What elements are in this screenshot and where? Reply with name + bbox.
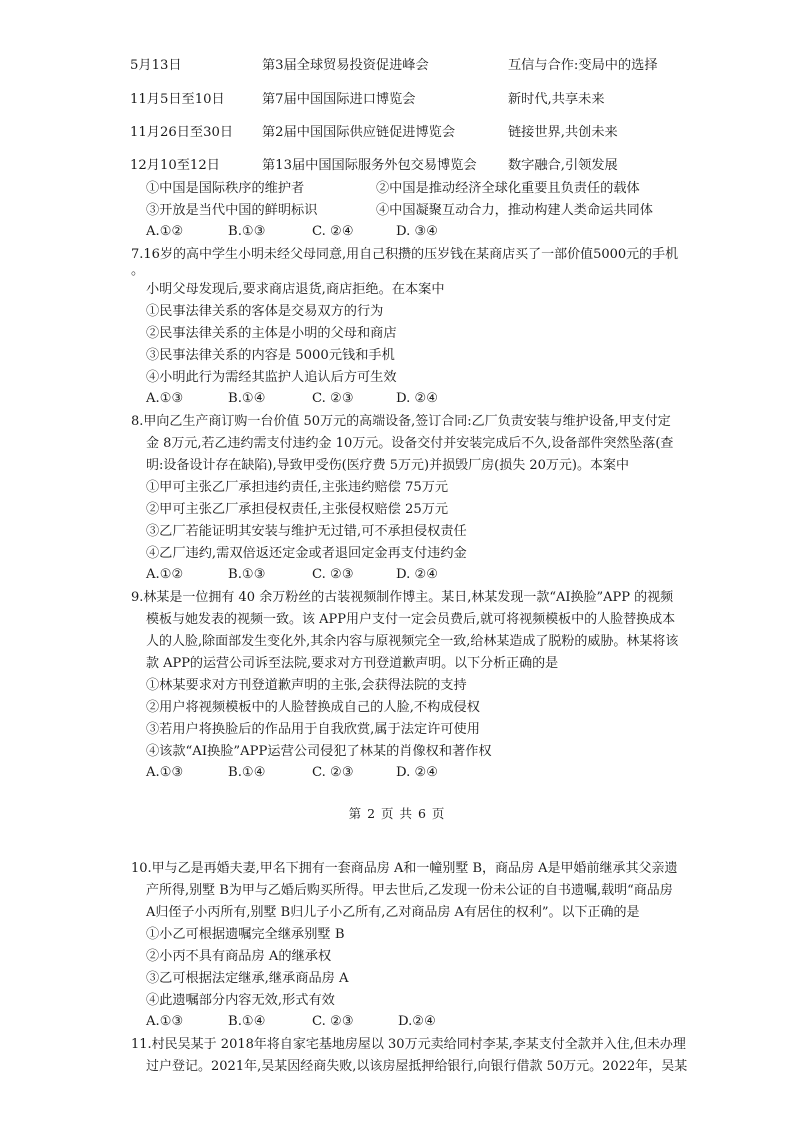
question-text: 8.甲向乙生产商订购一台价值 50万元的高端设备,签订合同:乙厂负责安装与维护设备,甲支付定 bbox=[131, 414, 671, 429]
option-d[interactable]: D. ③④ bbox=[396, 224, 439, 239]
option-d[interactable]: D. ②④ bbox=[396, 765, 439, 780]
option-d[interactable]: D. ②④ bbox=[396, 391, 439, 406]
statement: ①民事法律关系的客体是交易双方的行为 bbox=[146, 304, 384, 319]
statement: ②甲可主张乙厂承担侵权责任,主张侵权赔偿 25万元 bbox=[146, 502, 449, 517]
option-b[interactable]: B.①④ bbox=[228, 391, 266, 406]
statement: ①甲可主张乙厂承担违约责任,主张违约赔偿 75万元 bbox=[146, 480, 449, 495]
event-name: 第13届中国国际服务外包交易博览会 bbox=[262, 158, 477, 173]
option-b[interactable]: B.①③ bbox=[228, 224, 266, 239]
statement: ①中国是国际秩序的维护者 bbox=[146, 181, 305, 196]
option-a[interactable]: A.①③ bbox=[146, 765, 184, 780]
event-name: 第7届中国国际进口博览会 bbox=[262, 92, 416, 107]
option-a[interactable]: A.①③ bbox=[146, 1014, 184, 1029]
option-c[interactable]: C. ②④ bbox=[312, 224, 354, 239]
event-name: 第2届中国国际供应链促进博览会 bbox=[262, 125, 456, 140]
statement: ③民事法律关系的内容是 5000元钱和手机 bbox=[146, 348, 395, 363]
event-date: 12月10至12日 bbox=[130, 158, 220, 173]
event-theme: 链接世界,共创未来 bbox=[508, 125, 618, 140]
option-d[interactable]: D.②④ bbox=[398, 1014, 436, 1029]
statement: ①小乙可根据遗嘱完全继承别墅 B bbox=[146, 927, 345, 942]
statement: ③若用户将换脸后的作品用于自我欣赏,属于法定许可使用 bbox=[146, 722, 480, 737]
question-text: 产所得,别墅 B为甲与乙婚后购买所得。甲去世后,乙发现一份未公证的自书遗嘱,载明“商品房 bbox=[146, 883, 673, 898]
statement: ②民事法律关系的主体是小明的父母和商店 bbox=[146, 326, 397, 341]
question-text: 金 8万元,若乙违约需支付违约金 10万元。设备交付并安装完成后不久,设备部件突然坠落(查 bbox=[146, 436, 674, 451]
event-date: 5月13日 bbox=[130, 58, 182, 73]
event-theme: 数字融合,引领发展 bbox=[508, 158, 618, 173]
statement: ②用户将视频模板中的人脸替换成自己的人脸,不构成侵权 bbox=[146, 700, 480, 715]
question-text: 11.村民吴某于 2018年将自家宅基地房屋以 30万元卖给同村李某,李某支付全款并入住,但未办理 bbox=[131, 1037, 686, 1052]
option-a[interactable]: A.①② bbox=[146, 224, 184, 239]
statement: ④小明此行为需经其监护人追认后方可生效 bbox=[146, 370, 397, 385]
question-text: 明:设备设计存在缺陷),导致甲受伤(医疗费 5万元)并损毁厂房(损失 20万元)。本案中 bbox=[146, 458, 629, 473]
option-c[interactable]: C. ②③ bbox=[312, 765, 354, 780]
option-c[interactable]: C. ②③ bbox=[312, 567, 354, 582]
option-b[interactable]: B.①④ bbox=[228, 1014, 266, 1029]
statement: ③乙可根据法定继承,继承商品房 A bbox=[146, 971, 349, 986]
option-b[interactable]: B.①④ bbox=[228, 765, 266, 780]
option-b[interactable]: B.①③ bbox=[228, 567, 266, 582]
statement: ④乙厂违约,需双倍返还定金或者退回定金再支付违约金 bbox=[146, 546, 467, 561]
event-date: 11月5日至10日 bbox=[130, 92, 225, 107]
event-date: 11月26日至30日 bbox=[130, 125, 234, 140]
statement: ④该款“AI换脸”APP运营公司侵犯了林某的肖像权和著作权 bbox=[146, 744, 492, 759]
option-a[interactable]: A.①③ bbox=[146, 391, 184, 406]
statement: ③乙厂若能证明其安装与维护无过错,可不承担侵权责任 bbox=[146, 524, 467, 539]
statement: ③开放是当代中国的鲜明标识 bbox=[146, 203, 318, 218]
statement: ④中国凝聚互动合力，推动构建人类命运共同体 bbox=[376, 203, 653, 218]
option-c[interactable]: C. ②③ bbox=[312, 1014, 354, 1029]
question-text: 9.林某是一位拥有 40 余万粉丝的古装视频制作博主。某日,林某发现一款“AI换脸”APP 的视频 bbox=[131, 590, 674, 605]
question-text: 小明父母发现后,要求商店退货,商店拒绝。在本案中 bbox=[146, 282, 445, 297]
option-a[interactable]: A.①② bbox=[146, 567, 184, 582]
question-text: 模板与她发表的视频一致。该 APP用户支付一定会员费后,就可将视频模板中的人脸替换成本 bbox=[146, 612, 676, 627]
page-number: 第 2 页 共 6 页 bbox=[348, 806, 446, 821]
question-text: 款 APP的运营公司诉至法院,要求对方刊登道歉声明。以下分析正确的是 bbox=[146, 656, 559, 671]
question-text: 人的人脸,除面部发生变化外,其余内容与原视频完全一致,给林某造成了脱粉的威胁。林某将该 bbox=[146, 634, 679, 649]
statement: ②中国是推动经济全球化重要且负责任的载体 bbox=[376, 181, 640, 196]
event-name: 第3届全球贸易投资促进峰会 bbox=[262, 58, 429, 73]
question-text: 7.16岁的高中学生小明未经父母同意,用自己积攒的压岁钱在某商店买了一部价值5000元的手机 bbox=[131, 247, 679, 262]
event-theme: 互信与合作:变局中的选择 bbox=[508, 58, 658, 73]
question-text: 10.甲与乙是再婚夫妻,甲名下拥有一套商品房 A和一幢别墅 B，商品房 A是甲婚前继承其父亲遗 bbox=[131, 861, 678, 876]
statement: ②小丙不具有商品房 A的继承权 bbox=[146, 949, 332, 964]
option-d[interactable]: D. ②④ bbox=[396, 567, 439, 582]
option-c[interactable]: C. ②③ bbox=[312, 391, 354, 406]
question-text: 过户登记。2021年,吴某因经商失败,以该房屋抵押给银行,向银行借款 50万元。2022年，吴某 bbox=[146, 1059, 688, 1074]
statement: ①林某要求对方刊登道歉声明的主张,会获得法院的支持 bbox=[146, 678, 467, 693]
statement: ④此遗嘱部分内容无效,形式有效 bbox=[146, 993, 335, 1008]
event-theme: 新时代,共享未来 bbox=[508, 92, 605, 107]
question-text: 。 bbox=[131, 263, 145, 278]
question-text: A归侄子小丙所有,别墅 B归儿子小乙所有,乙对商品房 A有居住的权利”。以下正确的是 bbox=[146, 905, 640, 920]
